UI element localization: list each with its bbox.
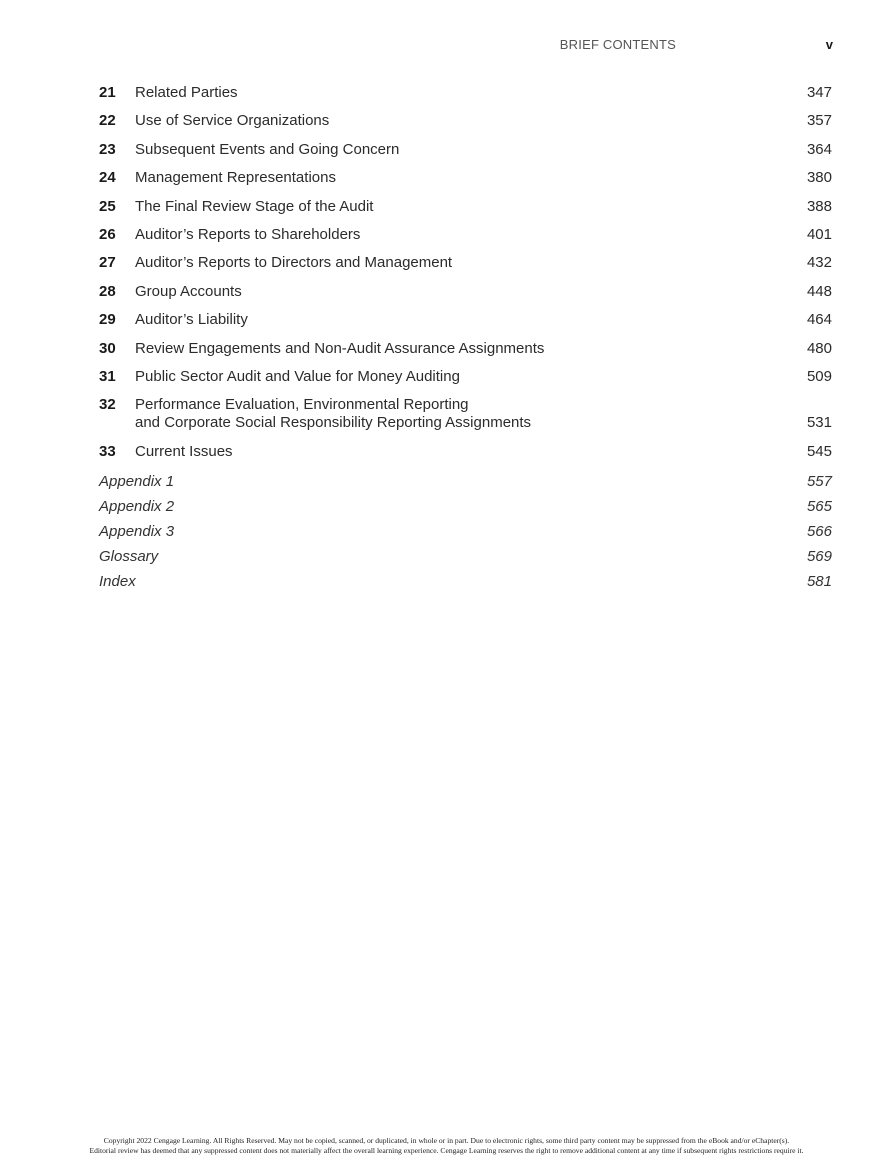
chapter-title: Public Sector Audit and Value for Money Auditing [135,367,460,385]
toc-entry-chapter-29[interactable] [99,308,832,336]
toc-entry-chapter-28[interactable] [99,280,832,308]
chapter-number: 28 [99,282,116,300]
chapter-number: 21 [99,84,116,101]
chapter-number: 24 [99,169,116,187]
toc-entry-appendix-3[interactable] [99,519,832,544]
chapter-title: Subsequent Events and Going Concern [135,140,400,158]
chapter-title: Auditor’s Reports to Directors and Management [135,254,453,272]
chapter-number: 23 [99,140,116,158]
toc-back-matter-list [99,469,832,594]
toc-entry-chapter-24[interactable] [99,166,832,194]
chapter-page: 448 [806,282,832,300]
chapter-page: 380 [806,169,832,187]
back-matter-title: Appendix 3 [99,523,175,540]
chapter-title: Auditor’s Reports to Shareholders [135,225,361,243]
chapter-number: 22 [99,112,116,130]
toc-entry-chapter-21[interactable] [99,81,832,109]
toc-entry-chapter-22[interactable] [99,109,832,137]
back-matter-title: Index [99,573,136,590]
toc-entry-chapter-31[interactable] [99,365,832,393]
toc-entry-chapter-32[interactable] [99,393,832,440]
page-folio: v [825,37,833,52]
back-matter-page: 557 [806,473,832,490]
copyright-line-1: Copyright 2022 Cengage Learning. All Rights Reserved. May not be copied, scanned, or duplicated, in whole or in part. Due to electronic rights, some third party content may be suppressed from the eBook and/or eChapter(s). [103,1136,790,1145]
chapter-page: 480 [806,339,832,357]
chapter-title: The Final Review Stage of the Audit [135,197,374,215]
chapter-page: 432 [806,254,832,272]
chapter-page: 401 [806,225,832,243]
chapter-title: Related Parties [135,84,238,101]
chapter-title [135,396,755,432]
chapter-number: 31 [99,367,116,385]
chapter-page: 545 [806,443,832,461]
chapter-title: Group Accounts [135,282,242,300]
copyright-notice [0,1136,893,1156]
chapter-title-line-1: Performance Evaluation, Environmental Reporting [135,396,469,414]
toc-entry-appendix-1[interactable] [99,469,832,494]
back-matter-title: Appendix 1 [99,473,175,490]
toc-entry-appendix-2[interactable] [99,494,832,519]
toc-entry-chapter-27[interactable] [99,251,832,279]
toc-entry-glossary[interactable] [99,544,832,569]
chapter-number: 33 [99,443,116,461]
chapter-title: Current Issues [135,443,233,461]
chapter-title-line-2: and Corporate Social Responsibility Reporting Assignments [135,414,532,432]
back-matter-page: 569 [806,548,832,565]
running-head-title: BRIEF CONTENTS [559,37,676,52]
chapter-number: 26 [99,225,116,243]
toc-entry-chapter-30[interactable] [99,337,832,365]
chapter-page: 388 [806,197,832,215]
chapter-title: Auditor’s Liability [135,311,248,329]
toc-entry-chapter-26[interactable] [99,223,832,251]
running-head [0,37,893,55]
chapter-number: 27 [99,254,116,272]
chapter-page: 509 [806,367,832,385]
chapter-number: 32 [99,396,116,414]
chapter-page: 531 [806,414,832,432]
back-matter-page: 565 [806,498,832,515]
back-matter-title: Appendix 2 [99,498,175,515]
chapter-page: 357 [806,112,832,130]
back-matter-page: 581 [806,573,832,590]
toc-entry-chapter-23[interactable] [99,138,832,166]
chapter-number: 30 [99,339,116,357]
chapter-title: Use of Service Organizations [135,112,330,130]
toc-entry-index[interactable] [99,569,832,594]
back-matter-title: Glossary [99,548,159,565]
chapter-page: 364 [806,140,832,158]
copyright-line-2: Editorial review has deemed that any suppressed content does not materially affect the overall learning experience. Cengage Learning reserves the right to remove additional content at any time if subsequent rights restrictions require it. [89,1146,804,1155]
chapter-number: 29 [99,311,116,329]
chapter-page: 347 [806,84,832,101]
chapter-page: 464 [806,311,832,329]
chapter-title: Review Engagements and Non-Audit Assurance Assignments [135,339,545,357]
chapter-number: 25 [99,197,116,215]
toc-entry-chapter-25[interactable] [99,195,832,223]
chapter-title: Management Representations [135,169,336,187]
back-matter-page: 566 [806,523,832,540]
toc-chapter-list [99,81,832,469]
toc-entry-chapter-33[interactable] [99,440,832,468]
